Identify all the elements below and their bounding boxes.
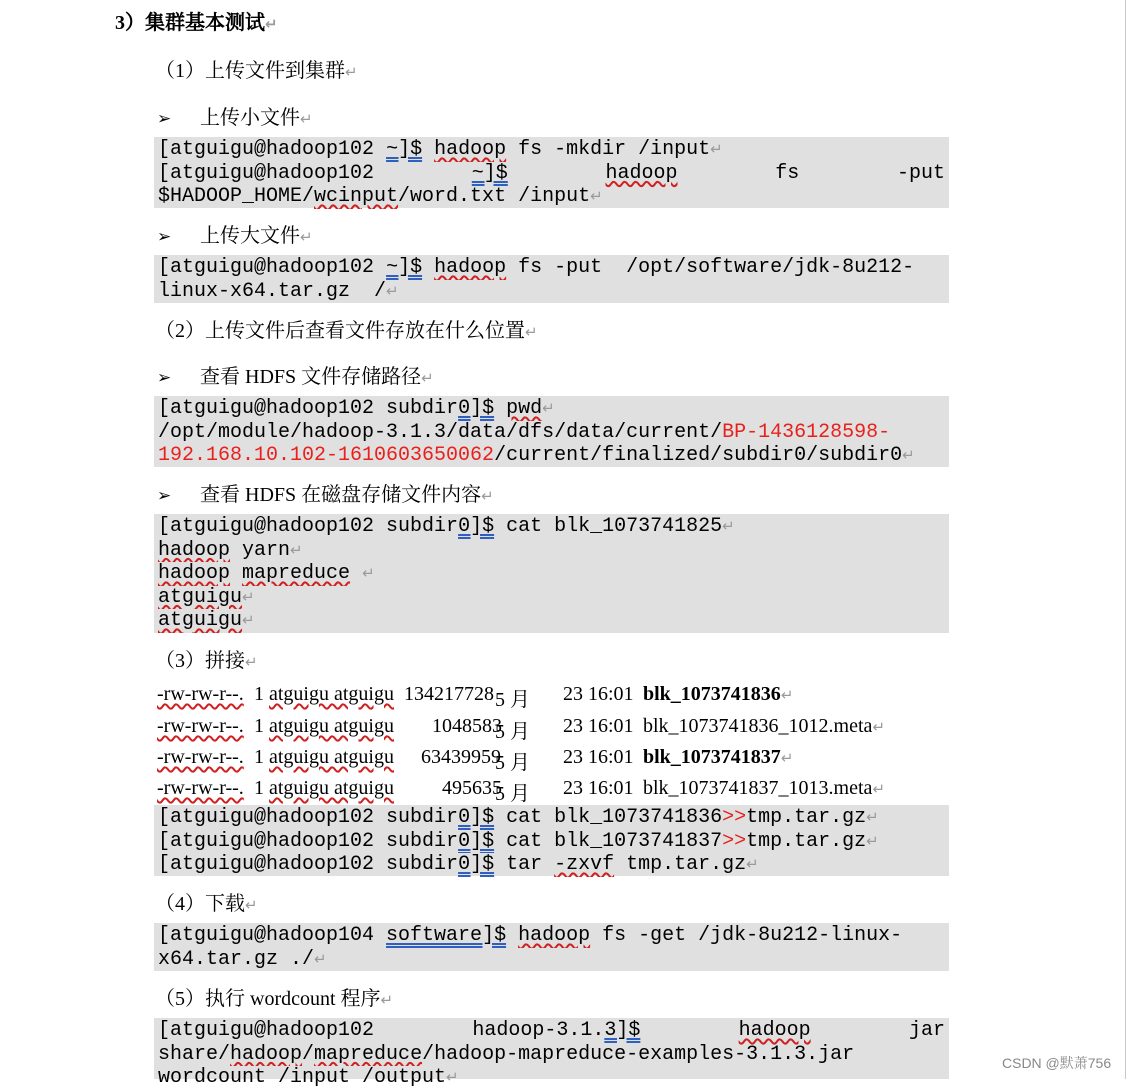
code-line: atguigu↵ xyxy=(158,609,255,632)
code-line: [atguigu@hadoop102 hadoop-3.1.3]$ hadoop jar xyxy=(158,1019,945,1042)
code-block-wordcount xyxy=(154,1018,949,1089)
code-line: [atguigu@hadoop102 ~]$ hadoop fs -mkdir /input↵ xyxy=(158,138,723,161)
bullet-upload-big-file: ➢ 上传大文件↵ xyxy=(157,225,313,247)
arrow-bullet-icon: ➢ xyxy=(157,227,172,247)
code-block-concat xyxy=(154,805,949,876)
code-block-hdfs-path xyxy=(154,396,949,467)
bullet-disk-content: ➢ 查看 HDFS 在磁盘存储文件内容↵ xyxy=(157,484,494,506)
arrow-bullet-icon: ➢ xyxy=(157,109,172,129)
code-block-upload-big xyxy=(154,255,949,303)
code-line: hadoop yarn↵ xyxy=(158,538,303,562)
code-line: [atguigu@hadoop102 subdir0]$ cat blk_1073741836>>tmp.tar.gz↵ xyxy=(158,806,879,829)
subsection-concat-heading: （3）拼接↵ xyxy=(155,650,258,672)
code-line: wordcount /input /output↵ xyxy=(158,1066,459,1089)
bullet-hdfs-path: ➢ 查看 HDFS 文件存储路径↵ xyxy=(157,366,434,388)
subsection-wordcount-heading: （5）执行 wordcount 程序↵ xyxy=(155,988,394,1010)
ls-row: -rw-rw-r--. 1 atguigu atguigu 63439959 5 月 23 16:01 blk_1073741837↵ xyxy=(157,746,794,774)
code-block-cat-content xyxy=(154,514,949,633)
code-line: [atguigu@hadoop102 subdir0]$ cat blk_1073741837>>tmp.tar.gz↵ xyxy=(158,829,879,853)
code-line: atguigu↵ xyxy=(158,585,255,609)
code-line: [atguigu@hadoop102 ~]$ hadoop fs -put /opt/software/jdk-8u212- xyxy=(158,256,915,279)
page-edge-rule xyxy=(1125,0,1126,1079)
ls-row: -rw-rw-r--. 1 atguigu atguigu 1048583 5 月 23 16:01 blk_1073741836_1012.meta↵ xyxy=(157,715,886,743)
bullet-upload-small-file: ➢ 上传小文件↵ xyxy=(157,107,313,129)
code-line: share/hadoop/mapreduce/hadoop-mapreduce-examples-3.1.3.jar xyxy=(158,1042,855,1066)
code-line: [atguigu@hadoop102 subdir0]$ pwd↵ xyxy=(158,397,555,420)
code-line: x64.tar.gz ./↵ xyxy=(158,947,327,971)
subsection-upload-heading: （1）上传文件到集群↵ xyxy=(155,60,358,82)
code-line: [atguigu@hadoop102 subdir0]$ cat blk_1073741825↵ xyxy=(158,515,735,538)
code-line: [atguigu@hadoop104 software]$ hadoop fs -get /jdk-8u212-linux- xyxy=(158,924,903,947)
code-line: hadoop mapreduce ↵ xyxy=(158,562,375,585)
subsection-location-heading: （2）上传文件后查看文件存放在什么位置↵ xyxy=(155,320,538,342)
ls-row: -rw-rw-r--. 1 atguigu atguigu 495635 5 月 23 16:01 blk_1073741837_1013.meta↵ xyxy=(157,777,886,805)
arrow-bullet-icon: ➢ xyxy=(157,368,172,388)
csdn-watermark: CSDN @默萧756 xyxy=(1002,1055,1112,1071)
section-heading: 3）集群基本测试↵ xyxy=(115,12,278,34)
code-line: [atguigu@hadoop102 ~]$ hadoop fs -put xyxy=(158,161,945,185)
arrow-bullet-icon: ➢ xyxy=(157,486,172,506)
code-line: linux-x64.tar.gz /↵ xyxy=(158,279,399,303)
code-line: 192.168.10.102-1610603650062/current/finalized/subdir0/subdir0↵ xyxy=(158,444,915,467)
code-line: [atguigu@hadoop102 subdir0]$ tar -zxvf tmp.tar.gz↵ xyxy=(158,853,759,876)
code-line: $HADOOP_HOME/wcinput/word.txt /input↵ xyxy=(158,185,603,208)
subsection-download-heading: （4）下载↵ xyxy=(155,893,258,915)
code-line: /opt/module/hadoop-3.1.3/data/dfs/data/current/BP-1436128598- xyxy=(158,420,891,444)
ls-row: -rw-rw-r--. 1 atguigu atguigu 134217728 5 月 23 16:01 blk_1073741836↵ xyxy=(157,683,794,711)
code-block-upload-small xyxy=(154,137,949,208)
code-block-download xyxy=(154,923,949,971)
